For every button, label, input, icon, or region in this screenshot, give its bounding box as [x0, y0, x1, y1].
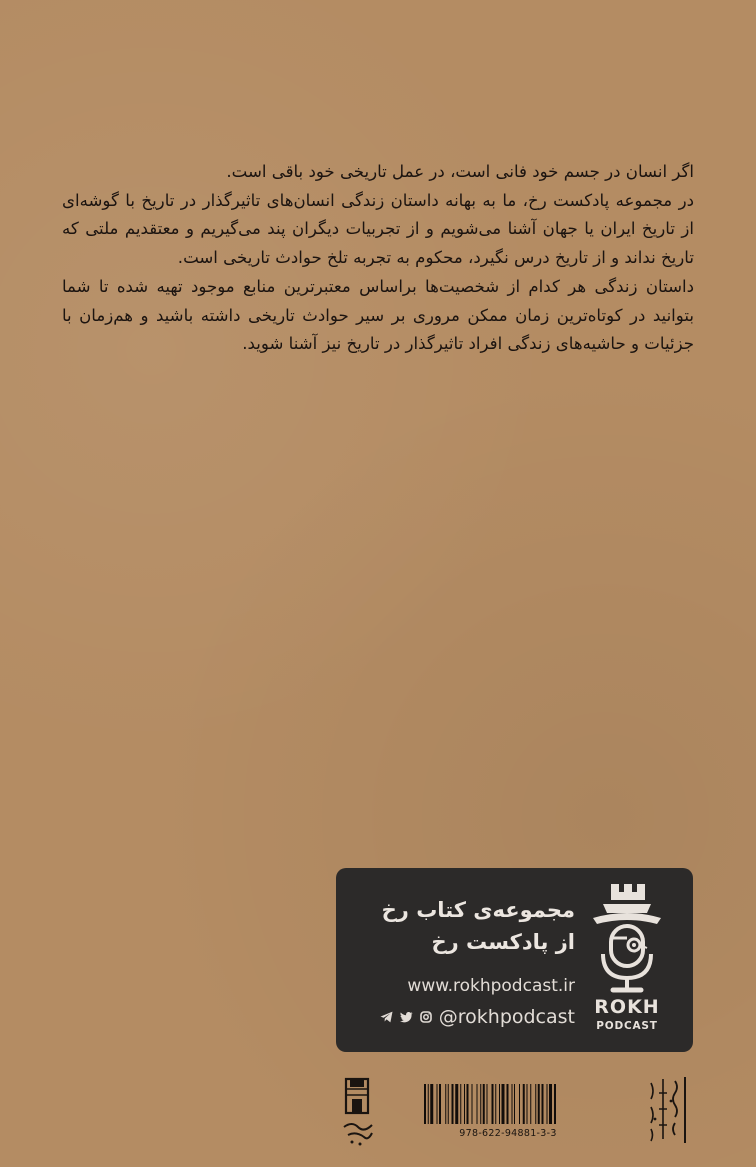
barcode-bar	[448, 1084, 449, 1124]
series-title: مجموعه‌ی کتاب رخ	[381, 898, 575, 922]
podcast-promo-box	[336, 868, 693, 1052]
barcode-bar	[439, 1084, 441, 1124]
barcode-bar	[455, 1084, 458, 1124]
barcode-bar	[483, 1084, 485, 1124]
barcode-bar	[437, 1084, 438, 1124]
barcode-bar	[430, 1084, 433, 1124]
barcode-bar	[472, 1084, 473, 1124]
barcode-bar	[512, 1084, 513, 1124]
barcode-bar	[492, 1084, 494, 1124]
spine-calligraphy-mark	[645, 1073, 691, 1147]
barcode-bar	[495, 1084, 496, 1124]
blurb-paragraph: اگر انسان در جسم خود فانی است، در عمل تاریخی خود باقی است.	[226, 162, 694, 181]
barcode-bar	[514, 1084, 515, 1124]
barcode-bar	[502, 1084, 505, 1124]
logo-sub-text: PODCAST	[596, 1020, 658, 1032]
barcode-bar	[549, 1084, 552, 1124]
instagram-icon[interactable]	[420, 1011, 432, 1023]
twitter-icon[interactable]	[400, 1012, 413, 1023]
barcode-bar	[527, 1084, 528, 1124]
rook-microphone-icon	[589, 882, 665, 998]
rokh-podcast-logo	[581, 882, 673, 1047]
barcode-bar	[464, 1084, 465, 1124]
barcode-bar	[445, 1084, 446, 1124]
barcode-bar	[499, 1084, 500, 1124]
barcode-bar	[535, 1084, 536, 1124]
barcode-bar	[424, 1084, 426, 1124]
barcode-bar	[542, 1084, 544, 1124]
barcode-bar	[538, 1084, 540, 1124]
barcode-bar	[460, 1084, 461, 1124]
barcode-bar	[467, 1084, 469, 1124]
isbn-barcode	[424, 1084, 592, 1124]
barcode-bar	[487, 1084, 488, 1124]
logo-brand-text: ROKH	[594, 996, 660, 1018]
blurb-paragraph: در مجموعه پادکست رخ، ما به بهانه داستان زندگی انسان‌های تاثیرگذار در تاریخ با گوشه‌ای از تاریخ ایران یا جهان آشنا می‌شویم و از تجربیات دیگران پند می‌گیریم و معتقدیم ملتی که تاریخ نداند و از تاریخ درس نگیرد، محکوم به تجربه تلخ حوادث تاریخی است.	[62, 190, 694, 268]
barcode-bar	[480, 1084, 481, 1124]
social-handle[interactable]: @rokhpodcast	[438, 1006, 575, 1028]
barcode-bar	[530, 1084, 531, 1124]
blurb-paragraph: داستان زندگی هر کدام از شخصیت‌ها براساس معتبرترین منابع موجود تهیه شده تا شما بتوانید در کوتاه‌ترین زمان ممکن مروری بر سیر حوادث تاریخی داشته باشید و هم‌زمان با جزئیات و حاشیه‌های زندگی افراد تاثیرگذار در تاریخ نیز آشنا شوید.	[62, 276, 694, 354]
website-link[interactable]: www.rokhpodcast.ir	[407, 976, 575, 996]
barcode-bar	[452, 1084, 454, 1124]
series-subtitle: از پادکست رخ	[431, 930, 575, 954]
barcode-bar	[523, 1084, 525, 1124]
telegram-icon[interactable]	[380, 1011, 393, 1023]
barcode-bar	[547, 1084, 548, 1124]
blurb-text	[62, 158, 694, 359]
barcode-bar	[428, 1084, 429, 1124]
isbn-number: 978-622-94881-3-3	[459, 1128, 557, 1139]
barcode-bar	[519, 1084, 520, 1124]
barcode-bar	[554, 1084, 556, 1124]
social-row	[380, 1004, 575, 1030]
barcode-bar	[477, 1084, 478, 1124]
publisher-logo	[340, 1075, 376, 1151]
barcode-bar	[507, 1084, 509, 1124]
